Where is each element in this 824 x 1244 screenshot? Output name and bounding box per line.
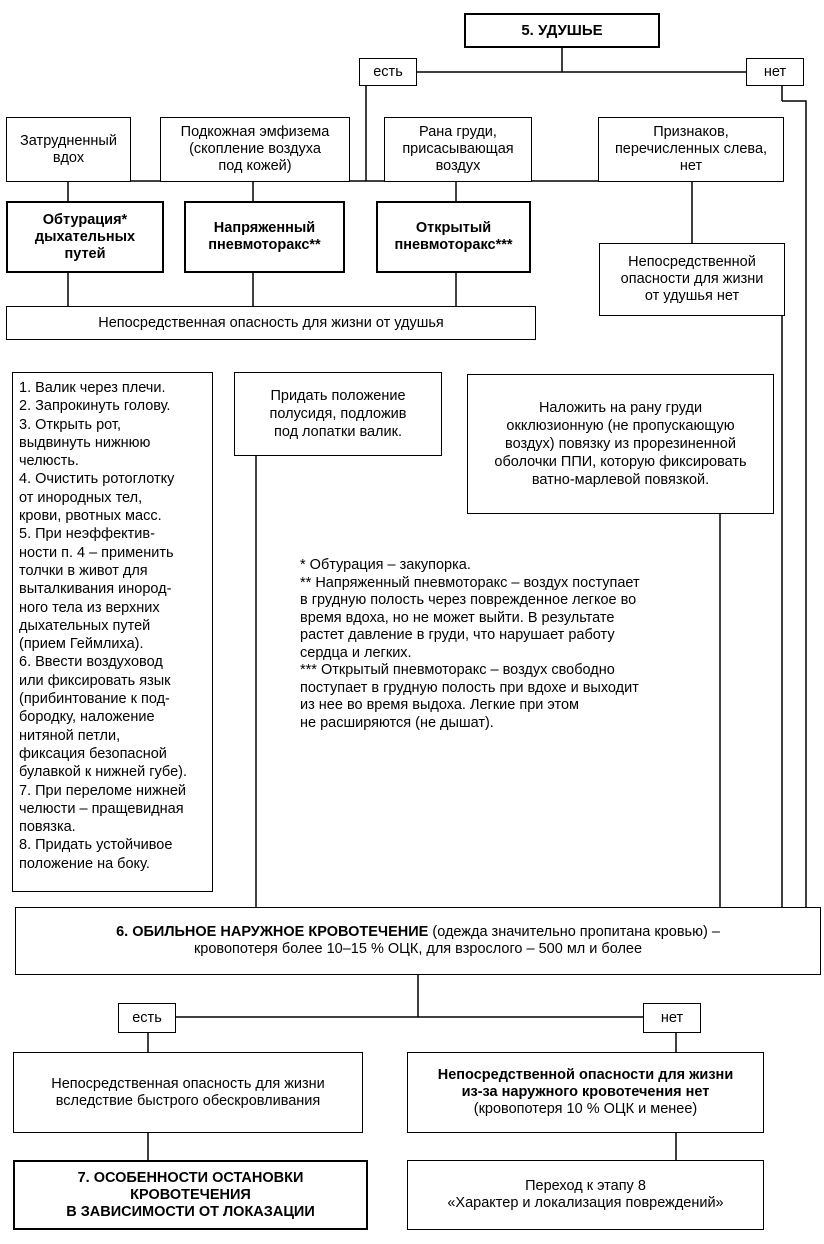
bleeding-title-box — [15, 907, 821, 975]
diagnosis-obturation: Обтурация* дыхательных путей — [6, 201, 164, 273]
bleed-yes-label: есть — [118, 1003, 176, 1033]
condition-chest-wound: Рана груди, присасывающая воздух — [384, 117, 532, 182]
action-occlusive-dressing: Наложить на рану груди окклюзионную (не пропускающую воздух) повязку из прорезиненной оболочки ППИ, которую фиксировать ватно-марлевой повязкой. — [467, 374, 774, 514]
diagnosis-tension-pneumothorax: Напряженный пневмоторакс** — [184, 201, 345, 273]
obturation-steps: 1. Валик через плечи. 2. Запрокинуть голову. 3. Открыть рот, выдвинуть нижнюю челюсть. 4. Очистить ротоглотку от инородных тел, крови, рвотных масс. 5. При неэффектив- ности п. 4 – применить толчки в живот для выталкивания инород- ного тела из верхних дыхательных путей (прием Геймлиха). 6. Ввести воздуховод или фиксировать язык (прибинтование к под- бородку, наложение нитяной петли, фиксация безопасной булавкой к нижней губе). 7. При переломе нижней челюсти – пращевидная повязка. 8. Придать устойчивое положение на боку. — [12, 372, 213, 892]
diagnosis-open-pneumothorax: Открытый пневмоторакс*** — [376, 201, 531, 273]
stage8-box: Переход к этапу 8 «Характер и локализация повреждений» — [407, 1160, 764, 1230]
bleeding-title-line2: кровопотеря более 10–15 % ОЦК, для взрослого – 500 мл и более — [193, 941, 643, 957]
stage7-box: 7. ОСОБЕННОСТИ ОСТАНОВКИ КРОВОТЕЧЕНИЯ В ЗАВИСИМОСТИ ОТ ЛОКАЗАЦИИ — [13, 1160, 368, 1230]
condition-difficult-inhale: Затрудненный вдох — [6, 117, 131, 182]
action-semi-sitting: Придать положение полусидя, подложив под лопатки валик. — [234, 372, 442, 456]
bleed-no-danger-bold: Непосредственной опасности для жизни из-за наружного кровотечения нет — [437, 1067, 734, 1100]
condition-emphysema: Подкожная эмфизема (скопление воздуха под кожей) — [160, 117, 350, 182]
title-box: 5. УДУШЬЕ — [464, 13, 660, 48]
bleeding-title-line1 — [116, 924, 720, 941]
bleeding-title: 6. ОБИЛЬНОЕ НАРУЖНОЕ КРОВОТЕЧЕНИЕ — [116, 924, 429, 940]
footnotes: * Обтурация – закупорка. ** Напряженный пневмоторакс – воздух поступает в грудную полость через поврежденное легкое во время вдоха, но не может выйти. В результате растет давление в груди, что нарушает работу сердца и легких. *** Открытый пневмоторакс – воздух свободно поступает в грудную полость при вдохе и выходит из нее во время выдоха. Легкие при этом не расширяются (не дышат). — [300, 557, 640, 731]
condition-none: Признаков, перечисленных слева, нет — [598, 117, 784, 182]
bleed-no-label: нет — [643, 1003, 701, 1033]
bleed-no-danger-note: (кровопотеря 10 % ОЦК и менее) — [473, 1101, 698, 1117]
no-danger-box: Непосредственной опасности для жизни от удушья нет — [599, 243, 785, 316]
yes-label: есть — [359, 58, 417, 86]
danger-box: Непосредственная опасность для жизни от удушья — [6, 306, 536, 340]
bleed-danger-box: Непосредственная опасность для жизни вследствие быстрого обескровливания — [13, 1052, 363, 1133]
no-label: нет — [746, 58, 804, 86]
bleed-no-danger-box — [407, 1052, 764, 1133]
bleeding-title-note: (одежда значительно пропитана кровью) – — [428, 924, 720, 940]
